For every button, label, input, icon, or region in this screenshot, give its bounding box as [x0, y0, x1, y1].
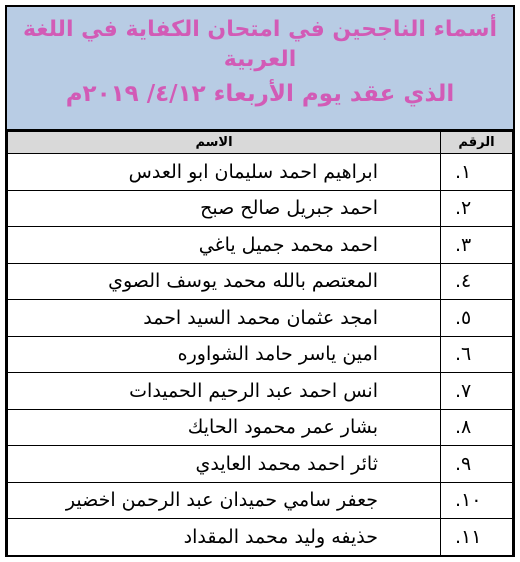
row-name: امين ياسر حامد الشواوره — [8, 336, 441, 373]
row-number: ٦. — [441, 336, 513, 373]
row-name: ثائر احمد محمد العايدي — [8, 446, 441, 483]
row-name: بشار عمر محمود الحايك — [8, 409, 441, 446]
row-name: المعتصم بالله محمد يوسف الصوي — [8, 263, 441, 300]
row-number: ٣. — [441, 227, 513, 264]
header-number: الرقم — [441, 132, 513, 154]
table-row — [8, 300, 513, 337]
results-sheet — [5, 5, 515, 557]
table-row — [8, 446, 513, 483]
row-number: ٧. — [441, 373, 513, 410]
table-row — [8, 519, 513, 556]
title-banner — [7, 7, 513, 131]
table-row — [8, 227, 513, 264]
table-row — [8, 154, 513, 191]
row-name: حذيفه وليد محمد المقداد — [8, 519, 441, 556]
row-name: ابراهيم احمد سليمان ابو العدس — [8, 154, 441, 191]
row-name: جعفر سامي حميدان عبد الرحمن اخضير — [8, 482, 441, 519]
row-name: احمد جبريل صالح صبح — [8, 190, 441, 227]
row-number: ١١. — [441, 519, 513, 556]
header-name: الاسم — [8, 132, 441, 154]
title-line-1: أسماء الناجحين في امتحان الكفاية في اللغة — [22, 17, 498, 42]
row-number: ١. — [441, 154, 513, 191]
table-row — [8, 336, 513, 373]
row-number: ٥. — [441, 300, 513, 337]
results-table — [7, 131, 513, 556]
table-row — [8, 263, 513, 300]
title-line-3-date: الذي عقد يوم الأربعاء ٤/١٢/ ٢٠١٩م — [65, 81, 455, 107]
table-row — [8, 190, 513, 227]
row-number: ٢. — [441, 190, 513, 227]
row-name: انس احمد عبد الرحيم الحميدات — [8, 373, 441, 410]
table-row — [8, 373, 513, 410]
row-number: ٤. — [441, 263, 513, 300]
row-name: احمد محمد جميل ياغي — [8, 227, 441, 264]
row-number: ١٠. — [441, 482, 513, 519]
table-header-row — [8, 132, 513, 154]
title-line-2: العربية — [223, 47, 297, 72]
table-row — [8, 409, 513, 446]
row-number: ٨. — [441, 409, 513, 446]
row-number: ٩. — [441, 446, 513, 483]
row-name: امجد عثمان محمد السيد احمد — [8, 300, 441, 337]
table-row — [8, 482, 513, 519]
